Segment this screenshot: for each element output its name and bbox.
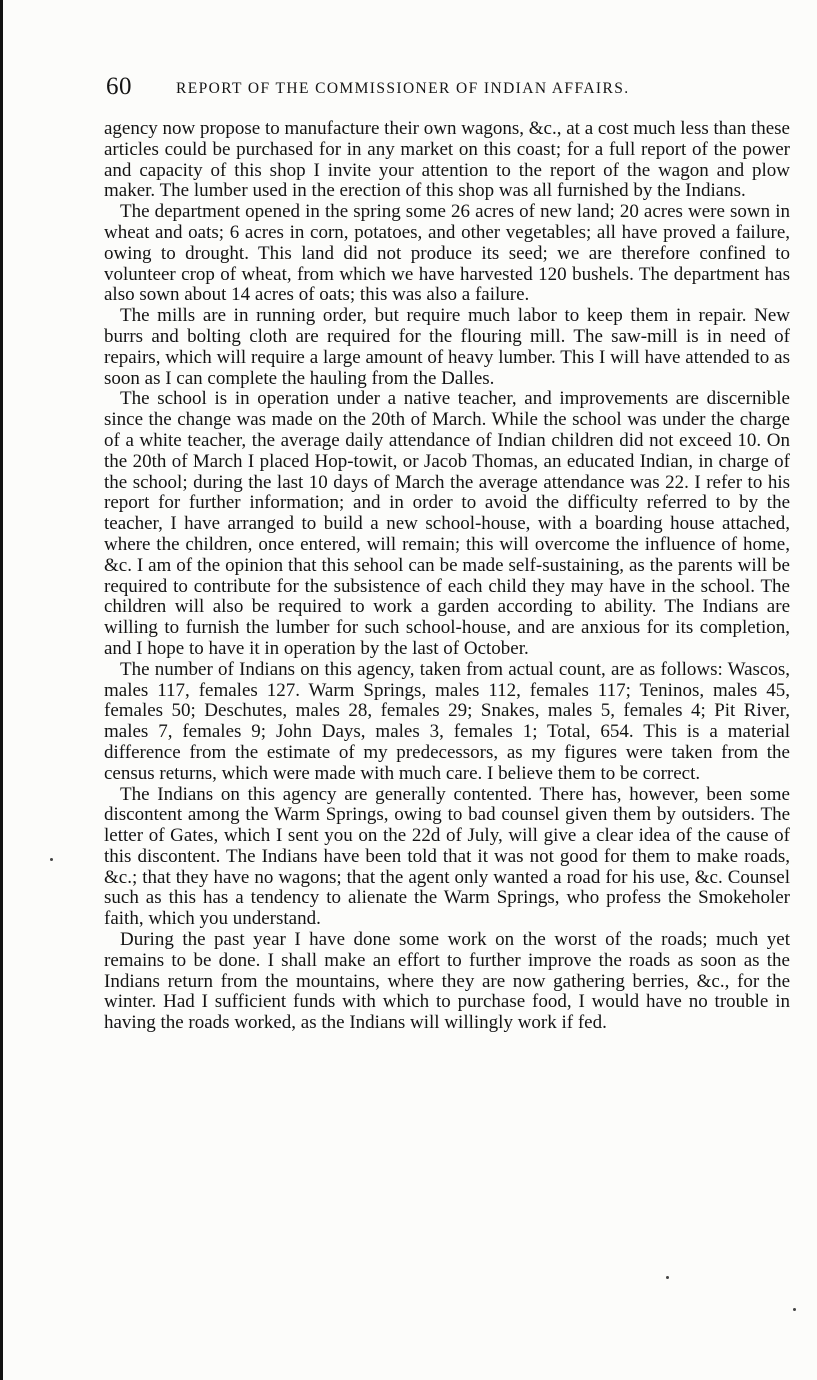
paragraph-mills: The mills are in running order, but require much labor to keep them in repair. New burrs and bolting cloth are required for the flouring mill. The saw-mill is in need of repairs, which will require a large amount of heavy lumber. This I will have attended to as soon as I can complete the hauling from the Dalles.: [104, 305, 790, 389]
paragraph-census: The number of Indians on this agency, taken from actual count, are as follows: Wascos, males 117, females 127. Warm Springs, males 112, females 117; Teninos, males 45, females 50; Deschutes, males 28, females 29; Snakes, males 5, females 4; Pit River, males 7, females 9; John Days, males 3, females 1; Total, 654. This is a material difference from the estimate of my predecessors, as my figures were taken from the census returns, which were made with much care. I believe them to be correct.: [104, 658, 790, 784]
paragraph-school: The school is in operation under a native teacher, and improvements are discernible since the change was made on the 20th of March. While the school was under the charge of a white teacher, the average daily attendance of Indian children did not exceed 10. On the 20th of March I placed Hop-towit, or Jacob Thomas, an educated Indian, in charge of the school; during the last 10 days of March the average attendance was 22. I refer to his report for further information; and in order to avoid the difficulty referred to by the teacher, I have arranged to build a new school-house, with a boarding house attached, where the children, once entered, will remain; this will overcome the influence of home, &c. I am of the opinion that this sehool can be made self-sustaining, as the parents will be required to contribute for the subsistence of each child they may have in the school. The children will also be required to work a garden according to ability. The Indians are willing to furnish the lumber for such school-house, and are anxious for its completion, and I hope to have it in operation by the last of October.: [104, 388, 790, 659]
page-number: 60: [106, 73, 132, 100]
running-title: REPORT OF THE COMMISSIONER OF INDIAN AFFAIRS.: [176, 80, 630, 97]
paragraph-wagon-shop: agency now propose to manufacture their own wagons, &c., at a cost much less than these articles could be purchased for in any market on this coast; for a full report of the power and capacity of this shop I invite your attention to the report of the wagon and plow maker. The lumber used in the erection of this shop was all furnished by the Indians.: [104, 118, 790, 202]
body-text: [104, 119, 790, 1034]
scan-speck: [666, 1276, 669, 1279]
paragraph-roads: During the past year I have done some work on the worst of the roads; much yet remains to be done. I shall make an effort to further improve the roads as soon as the Indians return from the mountains, where they are now gathering berries, &c., for the winter. Had I sufficient funds with which to purchase food, I would have no trouble in having the roads worked, as the Indians will willingly work if fed.: [104, 929, 790, 1034]
scan-edge: [0, 0, 3, 1380]
paragraph-farming: The department opened in the spring some 26 acres of new land; 20 acres were sown in wheat and oats; 6 acres in corn, potatoes, and other vegetables; all have proved a failure, owing to drought. This land did not produce its seed; we are therefore confined to volunteer crop of wheat, from which we have harvested 120 bushels. The department has also sown about 14 acres of oats; this was also a failure.: [104, 201, 790, 306]
page-header: [104, 72, 790, 102]
scan-speck: [793, 1308, 796, 1311]
paragraph-discontent: The Indians on this agency are generally contented. There has, however, been some discontent among the Warm Springs, owing to bad counsel given them by outsiders. The letter of Gates, which I sent you on the 22d of July, will give a clear idea of the cause of this discontent. The Indians have been told that it was not good for them to make roads, &c.; that they have no wagons; that the agent only wanted a road for his use, &c. Counsel such as this has a tendency to alienate the Warm Springs, who profess the Smokeholer faith, which you understand.: [104, 783, 790, 930]
scan-speck: [50, 858, 53, 861]
